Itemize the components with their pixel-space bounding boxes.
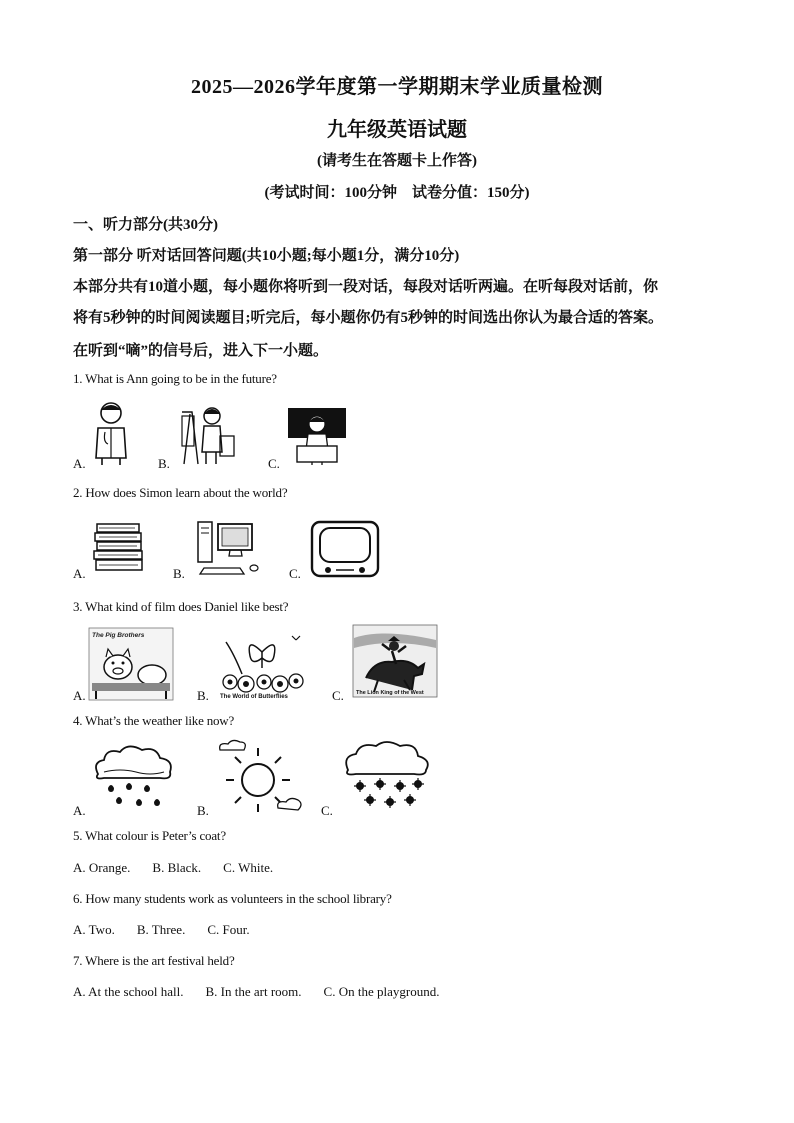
part-heading: 第一部分 听对话回答问题(共10小题;每小题1分，满分10分)	[73, 248, 460, 264]
exam-info: (考试时间：100分钟 试卷分值：150分)	[264, 185, 530, 201]
film-caption: The Pig Brothers	[92, 632, 145, 639]
option-c[interactable]: C. Four.	[207, 922, 250, 937]
question-text: 5. What colour is Peter’s coat?	[73, 828, 226, 843]
tv-picture-icon	[310, 518, 380, 580]
horse-rider-picture-icon	[352, 624, 438, 698]
option-label[interactable]: C.	[289, 566, 301, 581]
question-text: 3. What kind of film does Daniel like best?	[73, 599, 289, 614]
option-a[interactable]: A. At the school hall.	[73, 984, 184, 999]
option-label[interactable]: B.	[197, 803, 209, 818]
books-picture-icon	[91, 520, 147, 576]
option-label[interactable]: C.	[268, 456, 280, 471]
option-b[interactable]: B. In the art room.	[205, 984, 302, 999]
option-label[interactable]: A.	[73, 566, 86, 581]
question-text: 2. How does Simon learn about the world?	[73, 485, 288, 500]
option-label[interactable]: C.	[332, 688, 344, 703]
computer-picture-icon	[196, 518, 262, 576]
section-heading: 一、听力部分(共30分)	[73, 217, 218, 233]
instruction-line: 将有5秒钟的时间阅读题目;听完后，每小题你仍有5秒钟的时间选出你认为最合适的答案。	[73, 310, 663, 326]
teacher-picture-icon	[287, 406, 347, 466]
options-row	[73, 922, 272, 938]
option-label[interactable]: A.	[73, 688, 86, 703]
option-label[interactable]: A.	[73, 456, 86, 471]
answer-note: (请考生在答题卡上作答)	[317, 153, 477, 169]
option-b[interactable]: B. Black.	[152, 860, 202, 875]
painter-picture-icon	[178, 404, 238, 466]
cartoon-pig-picture-icon	[88, 627, 174, 701]
options-row	[73, 984, 461, 1000]
film-caption: The World of Butterflies	[220, 694, 288, 700]
doctor-picture-icon	[88, 400, 134, 466]
film-caption: The Lion King of the West	[356, 690, 424, 696]
option-label[interactable]: C.	[321, 803, 333, 818]
option-label[interactable]: B.	[197, 688, 209, 703]
instruction-line: 在听到“嘀”的信号后，进入下一小题。	[73, 343, 329, 359]
option-b[interactable]: B. Three.	[136, 922, 186, 937]
question-text: 6. How many students work as volunteers in the school library?	[73, 891, 392, 906]
instruction-line: 本部分共有10道小题，每小题你将听到一段对话，每段对话听两遍。在听每段对话前，你	[73, 279, 659, 295]
question-text: 4. What’s the weather like now?	[73, 713, 235, 728]
option-label[interactable]: A.	[73, 803, 86, 818]
exam-subtitle: 九年级英语试题	[327, 119, 467, 141]
snowy-picture-icon	[340, 740, 432, 814]
option-label[interactable]: B.	[173, 566, 185, 581]
option-c[interactable]: C. On the playground.	[323, 984, 440, 999]
option-a[interactable]: A. Orange.	[73, 860, 131, 875]
sunny-picture-icon	[214, 738, 304, 816]
question-text: 1. What is Ann going to be in the future?	[73, 371, 277, 386]
butterflies-picture-icon	[216, 634, 308, 700]
exam-title: 2025—2026学年度第一学期期末学业质量检测	[191, 76, 603, 98]
option-c[interactable]: C. White.	[223, 860, 274, 875]
option-a[interactable]: A. Two.	[73, 922, 115, 937]
options-row	[73, 860, 295, 876]
option-label[interactable]: B.	[158, 456, 170, 471]
rainy-picture-icon	[90, 744, 176, 812]
question-text: 7. Where is the art festival held?	[73, 953, 235, 968]
